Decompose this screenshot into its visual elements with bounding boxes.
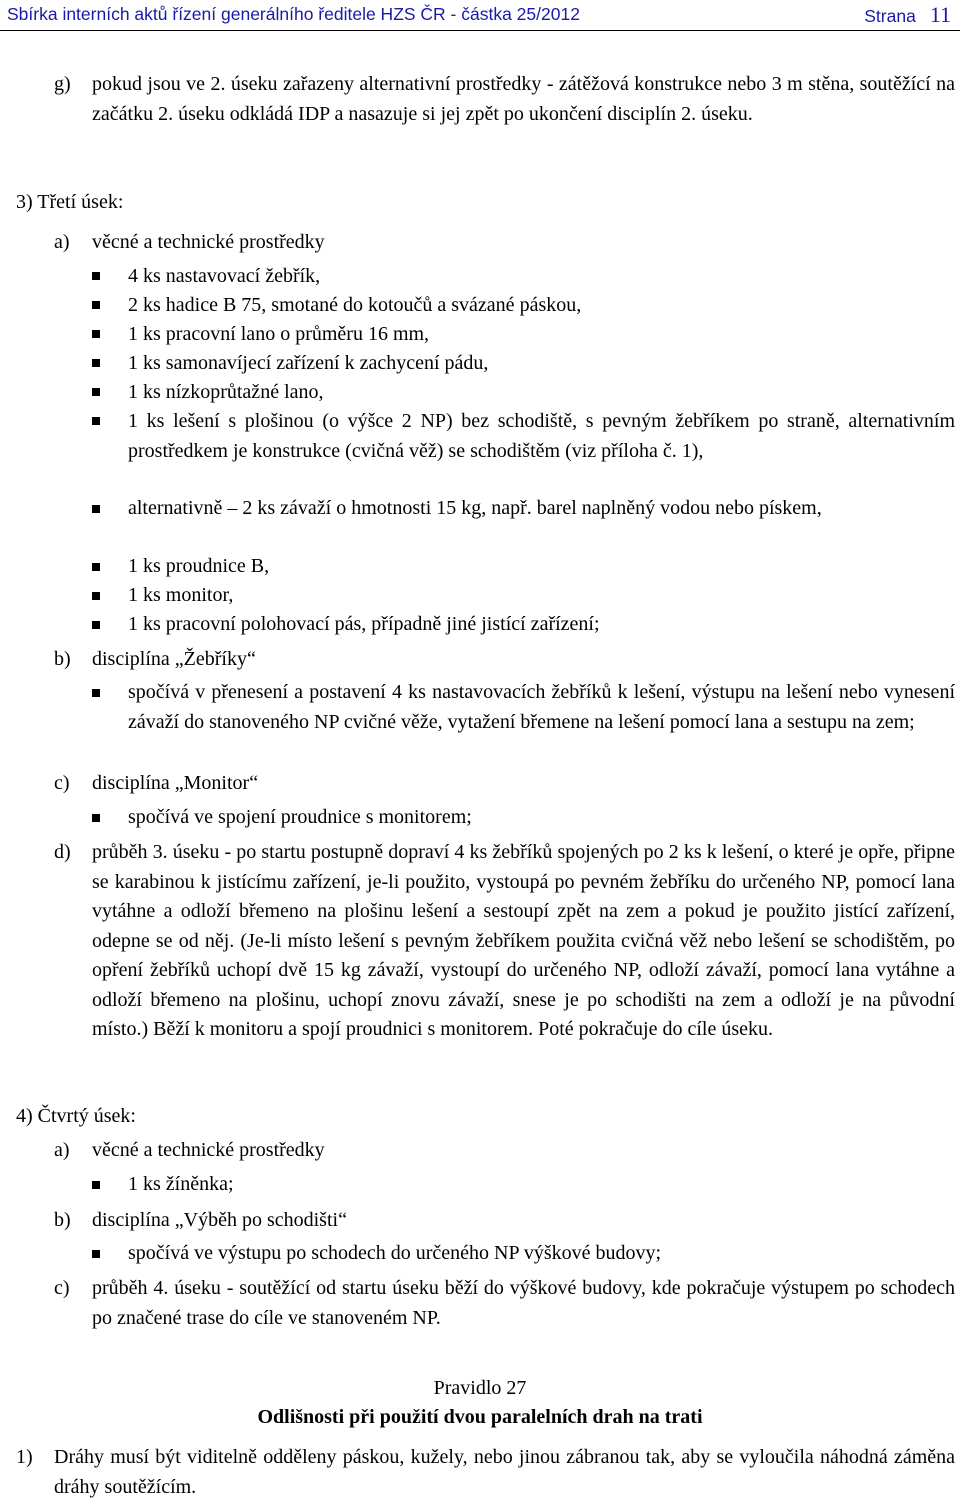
bullet-icon	[92, 388, 100, 396]
bullet-icon	[92, 417, 100, 425]
rule-item-1-label: 1)	[16, 1446, 33, 1468]
section-4-title: 4) Čtvrtý úsek:	[16, 1105, 136, 1127]
equipment-item: 1 ks lešení s plošinou (o výšce 2 NP) bez schodiště, s pevným žebříkem po straně, alternativním prostředkem je konstrukce (cvičná věž) se schodištěm (viz příloha č. 1),	[128, 410, 955, 462]
equipment-item: 1 ks nízkoprůtažné lano,	[128, 381, 324, 403]
section-4-c-label: c)	[54, 1277, 70, 1299]
ladders-description: spočívá v přenesení a postavení 4 ks nastavovacích žebříků k lešení, výstupu na lešení nebo vynesení závaží do stanoveného NP cvičné věže, vytažení břemene na lešení pomocí lana a sestupu na zem;	[128, 681, 955, 733]
page-number: 11	[929, 2, 951, 27]
rule-item-1-text: Dráhy musí být viditelně odděleny páskou, kužely, nebo jinou zábranou tak, aby se vyloučila náhodná záměna dráhy soutěžícím.	[54, 1446, 955, 1498]
section-3-a-label: a)	[54, 231, 70, 253]
stairs-description: spočívá ve výstupu po schodech do určeného NP výškové budovy;	[128, 1242, 662, 1264]
equipment-item: 1 ks monitor,	[128, 584, 234, 606]
bullet-icon	[92, 272, 100, 280]
bullet-icon	[92, 563, 100, 571]
page-label: Strana	[864, 6, 916, 26]
bullet-icon	[92, 505, 100, 513]
bullet-icon	[92, 330, 100, 338]
section-3-c-title: disciplína „Monitor“	[92, 772, 259, 794]
equipment-item: 1 ks samonavíjecí zařízení k zachycení pádu,	[128, 352, 489, 374]
section-3-b-label: b)	[54, 648, 71, 670]
bullet-icon	[92, 1250, 100, 1258]
equipment-item: 1 ks pracovní lano o průměru 16 mm,	[128, 323, 430, 345]
item-g-text: pokud jsou ve 2. úseku zařazeny alternativní prostředky - zátěžová konstrukce nebo 3 m stěna, soutěžící na začátku 2. úseku odkládá IDP a nasazuje si jej zpět po ukončení disciplín 2. úseku.	[92, 73, 955, 125]
bullet-icon	[92, 689, 100, 697]
section-4-a-title: věcné a technické prostředky	[92, 1139, 325, 1161]
section-3-progress-text: průběh 3. úseku - po startu postupně dopraví 4 ks žebříků spojených po 2 ks k lešení, o které je opře, připne se karabinou k jistícímu zařízení, je-li použito, vystoupá po pevném žebříku do určeného NP, pomocí lana vytáhne a odloží břemeno na plošinu lešení a sestoupí zpět na zem a pokud je použito jistící zařízení, odepne se od něj. (Je-li místo lešení s pevným žebříkem použita cvičná věž nebo lešení se schodištěm, po opření žebříků uchopí dvě 15 kg závaží, vystoupí do určeného NP, odloží závaží, pomocí lana vytáhne a odloží břemeno na plošinu, uchopí znovu závaží, snese je po schodišti na zem a odloží je na původní místo.) Běží k monitoru a spojí proudnici s monitorem. Poté pokračuje do cíle úseku.	[92, 841, 955, 1040]
section-4-progress-text: průběh 4. úseku - soutěžící od startu úseku běží do výškové budovy, kde pokračuje výstupem po schodech po značené trase do cíle ve stanoveném NP.	[92, 1277, 955, 1329]
equipment-item: alternativně – 2 ks závaží o hmotnosti 15 kg, např. barel naplněný vodou nebo pískem,	[128, 497, 822, 519]
bullet-icon	[92, 301, 100, 309]
equipment-item: 1 ks žíněnka;	[128, 1173, 234, 1195]
item-g-label: g)	[54, 73, 71, 95]
equipment-item: 2 ks hadice B 75, smotané do kotoučů a svázané páskou,	[128, 294, 582, 316]
section-3-d-label: d)	[54, 841, 71, 863]
equipment-item: 1 ks pracovní polohovací pás, případně jiné jistící zařízení;	[128, 613, 600, 635]
monitor-description: spočívá ve spojení proudnice s monitorem;	[128, 806, 472, 828]
bullet-icon	[92, 359, 100, 367]
section-4-b-label: b)	[54, 1209, 71, 1231]
section-3-title: 3) Třetí úsek:	[16, 191, 124, 213]
bullet-icon	[92, 1181, 100, 1189]
page-indicator	[864, 2, 951, 28]
bullet-icon	[92, 592, 100, 600]
section-3-a-title: věcné a technické prostředky	[92, 231, 325, 253]
section-3-b-title: disciplína „Žebříky“	[92, 648, 256, 670]
rule-subtitle: Odlišnosti při použití dvou paralelních drah na trati	[257, 1406, 703, 1428]
rule-title: Pravidlo 27	[433, 1377, 527, 1399]
section-4-b-title: disciplína „Výběh po schodišti“	[92, 1209, 347, 1231]
bullet-icon	[92, 814, 100, 822]
section-4-a-label: a)	[54, 1139, 70, 1161]
equipment-item: 4 ks nastavovací žebřík,	[128, 265, 321, 287]
page-header	[0, 0, 960, 31]
section-3-c-label: c)	[54, 772, 70, 794]
equipment-item: 1 ks proudnice B,	[128, 555, 270, 577]
header-title: Sbírka interních aktů řízení generálního ředitele HZS ČR - částka 25/2012	[7, 4, 580, 24]
bullet-icon	[92, 621, 100, 629]
